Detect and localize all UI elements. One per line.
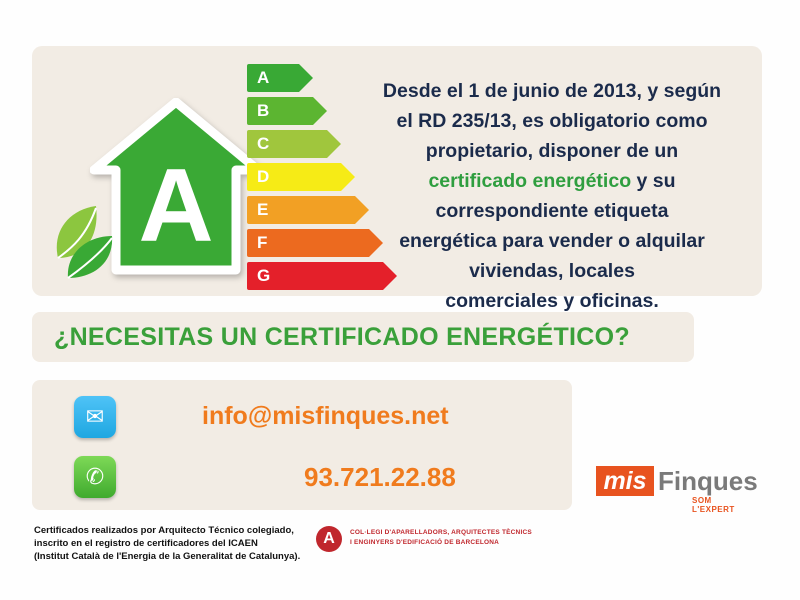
logo-mis: mis bbox=[596, 466, 654, 496]
coac-line-1: COL·LEGI D'APARELLADORS, ARQUITECTES TÈCNICS bbox=[350, 529, 532, 536]
energy-arrow-b bbox=[247, 97, 313, 125]
coac-line-2: I ENGINYERS D'EDIFICACIÓ DE BARCELONA bbox=[350, 539, 500, 546]
hero-line-8: comerciales y oficinas. bbox=[445, 290, 659, 312]
coac-text bbox=[350, 528, 532, 548]
footer-disclaimer bbox=[34, 524, 324, 563]
energy-arrow-c-label: C bbox=[257, 134, 270, 153]
mail-icon-glyph: ✉ bbox=[85, 404, 105, 429]
hero-highlight: certificado energético bbox=[428, 170, 632, 192]
hero-line-6: energética para vender o alquilar bbox=[399, 230, 705, 252]
hero-panel bbox=[32, 46, 762, 312]
phone-icon-glyph: ✆ bbox=[85, 464, 105, 489]
hero-line-2: el RD 235/13, es obligatorio como bbox=[396, 110, 708, 132]
company-logo bbox=[596, 466, 758, 514]
hero-line-4-tail: y su bbox=[631, 170, 676, 192]
hero-line-3: propietario, disponer de un bbox=[425, 140, 679, 162]
energy-arrow-d-label: D bbox=[257, 167, 270, 186]
contact-panel bbox=[32, 380, 572, 510]
hero-line-5: correspondiente etiqueta bbox=[435, 200, 669, 222]
contact-phone[interactable]: 93.721.22.88 bbox=[304, 462, 456, 492]
energy-arrow-f bbox=[247, 229, 369, 257]
footer-line-2: inscrito en el registro de certificadores del ICAEN bbox=[34, 538, 258, 549]
hero-line-7: viviendas, locales bbox=[469, 260, 635, 282]
house-letter: A bbox=[138, 148, 214, 264]
coac-badge bbox=[316, 524, 546, 558]
contact-email[interactable]: info@misfinques.net bbox=[202, 402, 449, 430]
energy-arrow-b-label: B bbox=[257, 101, 270, 120]
logo-tagline: SOM L'EXPERT bbox=[692, 496, 735, 514]
footer-line-3: (Institut Català de l'Energia de la Generalitat de Catalunya). bbox=[34, 551, 301, 562]
footer-line-1: Certificados realizados por Arquitecto Técnico colegiado, bbox=[34, 525, 294, 536]
coac-logo-icon: A bbox=[316, 526, 342, 552]
phone-icon[interactable] bbox=[74, 456, 116, 498]
energy-arrow-a bbox=[247, 64, 299, 92]
hero-paragraph bbox=[362, 76, 742, 316]
logo-finques: Finques bbox=[658, 466, 758, 496]
hero-line-1: Desde el 1 de junio de 2013, y según bbox=[382, 80, 722, 102]
energy-arrow-e bbox=[247, 196, 355, 224]
question-banner bbox=[32, 312, 694, 362]
question-text: ¿NECESITAS UN CERTIFICADO ENERGÉTICO? bbox=[54, 323, 630, 351]
energy-arrow-f-label: F bbox=[257, 233, 268, 252]
energy-arrow-c bbox=[247, 130, 327, 158]
energy-arrow-e-label: E bbox=[257, 200, 269, 219]
energy-arrow-g-label: G bbox=[257, 266, 271, 285]
energy-arrow-a-label: A bbox=[257, 68, 270, 87]
energy-arrow-d bbox=[247, 163, 341, 191]
leaf-icon bbox=[50, 196, 140, 286]
mail-icon[interactable] bbox=[74, 396, 116, 438]
